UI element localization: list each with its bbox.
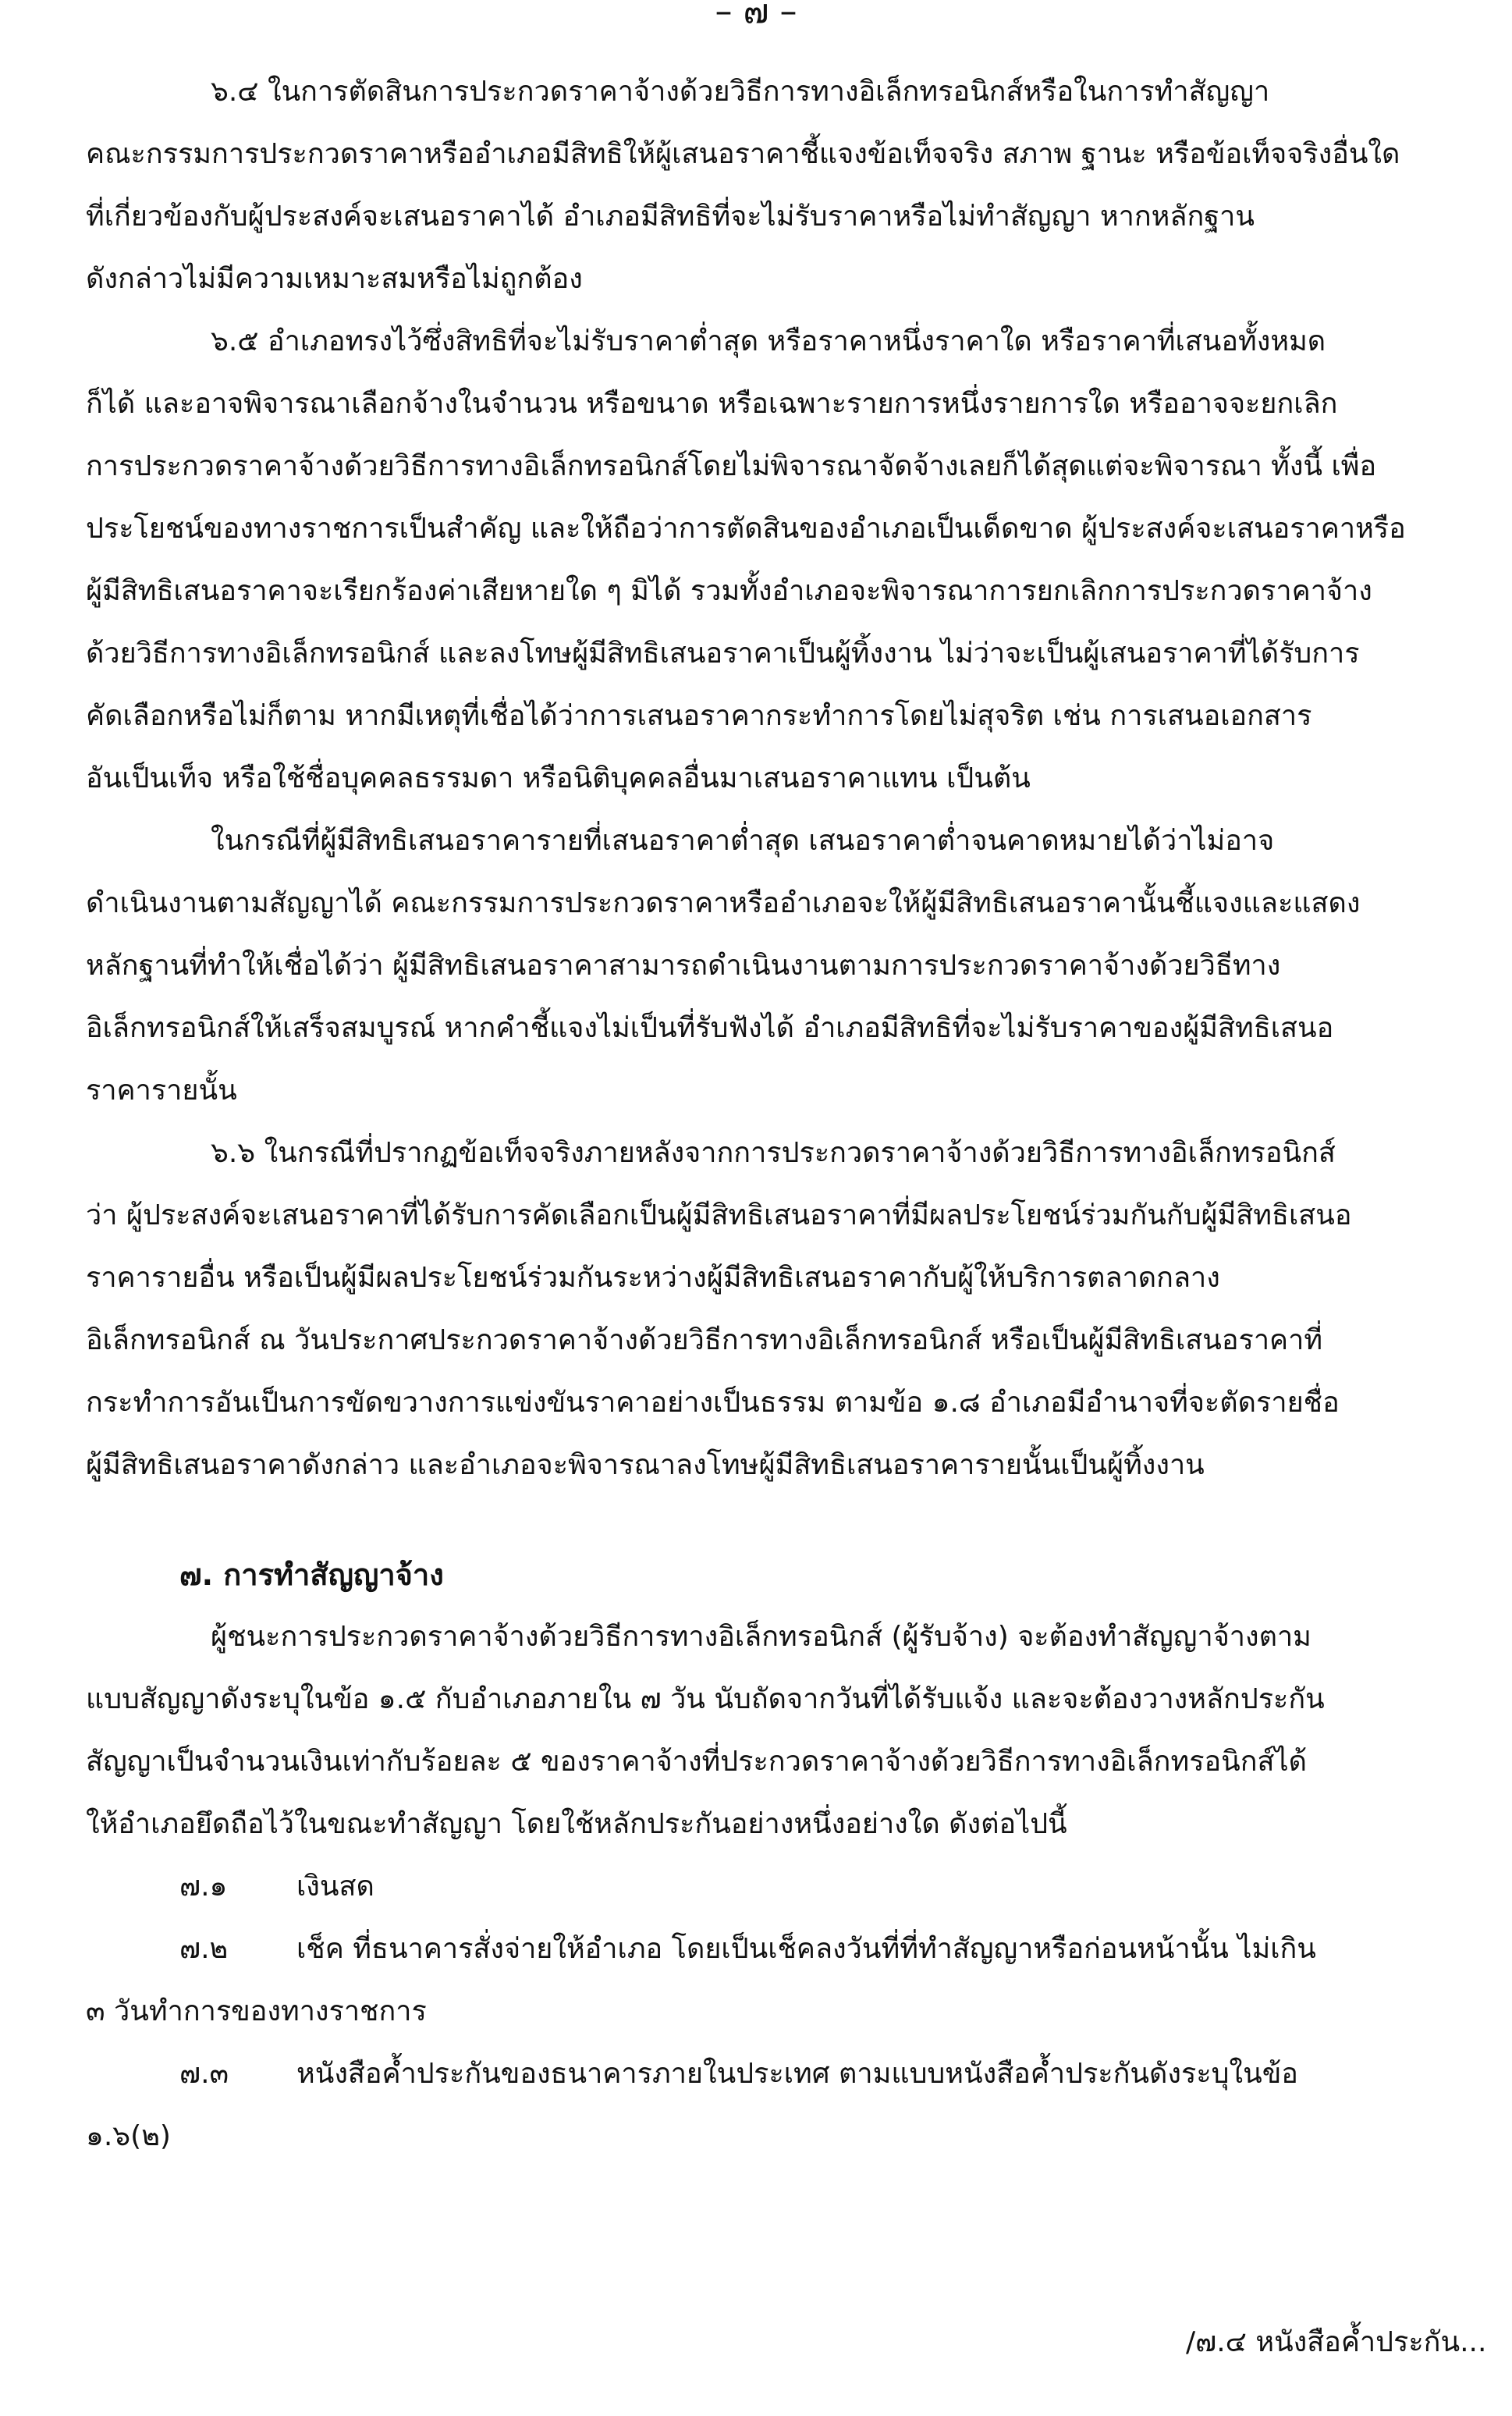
section-6-6-line-5: กระทำการอันเป็นการขัดขวางการแข่งขันราคาอย่างเป็นธรรม ตามข้อ ๑.๘ อำเภอมีอำนาจที่จะตัดรายชื่อ <box>86 1387 1340 1419</box>
section-6-5-line-4: ประโยชน์ของทางราชการเป็นสำคัญ และให้ถือว่าการตัดสินของอำเภอเป็นเด็ดขาด ผู้ประสงค์จะเสนอราคาหรือ <box>86 513 1406 545</box>
section-6-5-para2-line-1: ในกรณีที่ผู้มีสิทธิเสนอราคารายที่เสนอราคาต่ำสุด เสนอราคาต่ำจนคาดหมายได้ว่าไม่อาจ <box>211 825 1275 857</box>
section-6-6-line-3: ราคารายอื่น หรือเป็นผู้มีผลประโยชน์ร่วมกันระหว่างผู้มีสิทธิเสนอราคากับผู้ให้บริการตลาดกลาง <box>86 1262 1220 1294</box>
document-body <box>86 61 1490 2168</box>
section-6-5-line-8: อันเป็นเท็จ หรือใช้ชื่อบุคคลธรรมดา หรือนิติบุคคลอื่นมาเสนอราคาแทน เป็นต้น <box>86 762 1031 794</box>
item-7-3 <box>86 2043 1490 2105</box>
section-6-6-line-2: ว่า ผู้ประสงค์จะเสนอราคาที่ได้รับการคัดเลือกเป็นผู้มีสิทธิเสนอราคาที่มีผลประโยชน์ร่วมกันกับผู้มีสิทธิเสนอ <box>86 1199 1352 1231</box>
section-7-line-4: ให้อำเภอยึดถือไว้ในขณะทำสัญญา โดยใช้หลักประกันอย่างหนึ่งอย่างใด ดังต่อไปนี้ <box>86 1808 1067 1840</box>
section-6-5-line-2: ก็ได้ และอาจพิจารณาเลือกจ้างในจำนวน หรือขนาด หรือเฉพาะรายการหนึ่งรายการใด หรืออาจจะยกเลิก <box>86 388 1338 420</box>
section-6-5-para2-line-5: ราคารายนั้น <box>86 1075 237 1107</box>
continuation-reference: /๗.๔ หนังสือค้ำประกัน... <box>1186 2326 1487 2358</box>
section-6-4-line-4: ดังกล่าวไม่มีความเหมาะสมหรือไม่ถูกต้อง <box>86 263 583 295</box>
item-7-1-text: เงินสด <box>296 1871 374 1903</box>
section-6-5-para2-line-4: อิเล็กทรอนิกส์ให้เสร็จสมบูรณ์ หากคำชี้แจงไม่เป็นที่รับฟังได้ อำเภอมีสิทธิที่จะไม่รับราคาของผู้มีสิทธิเสนอ <box>86 1012 1334 1044</box>
item-7-2-continuation: ๓ วันทำการของทางราชการ <box>86 1995 427 2027</box>
section-6-4-line-1: ๖.๔ ในการตัดสินการประกวดราคาจ้างด้วยวิธีการทางอิเล็กทรอนิกส์หรือในการทำสัญญา <box>211 76 1270 108</box>
section-6-5-line-5: ผู้มีสิทธิเสนอราคาจะเรียกร้องค่าเสียหายใด ๆ มิได้ รวมทั้งอำเภอจะพิจารณาการยกเลิกการประกวดราคาจ้าง <box>86 575 1372 607</box>
item-7-3-number: ๗.๓ <box>179 2058 229 2090</box>
item-7-1-number: ๗.๑ <box>179 1871 228 1903</box>
section-7-line-3: สัญญาเป็นจำนวนเงินเท่ากับร้อยละ ๕ ของราคาจ้างที่ประกวดราคาจ้างด้วยวิธีการทางอิเล็กทรอนิกส์ได้ <box>86 1746 1308 1778</box>
item-7-3-text: หนังสือค้ำประกันของธนาคารภายในประเทศ ตามแบบหนังสือค้ำประกันดังระบุในข้อ <box>296 2058 1298 2090</box>
section-6-5-para2-line-3: หลักฐานที่ทำให้เชื่อได้ว่า ผู้มีสิทธิเสนอราคาสามารถดำเนินงานตามการประกวดราคาจ้างด้วยวิธีทาง <box>86 950 1281 982</box>
item-7-2-text: เช็ค ที่ธนาคารสั่งจ่ายให้อำเภอ โดยเป็นเช็คลงวันที่ที่ทำสัญญาหรือก่อนหน้านั้น ไม่เกิน <box>296 1933 1316 1965</box>
section-6-5-line-7: คัดเลือกหรือไม่ก็ตาม หากมีเหตุที่เชื่อได้ว่าการเสนอราคากระทำการโดยไม่สุจริต เช่น การเสนอเอกสาร <box>86 700 1312 732</box>
section-6-6-line-4: อิเล็กทรอนิกส์ ณ วันประกาศประกวดราคาจ้างด้วยวิธีการทางอิเล็กทรอนิกส์ หรือเป็นผู้มีสิทธิเสนอราคาที่ <box>86 1324 1323 1356</box>
item-7-2-number: ๗.๒ <box>179 1933 229 1965</box>
section-6-5-line-1: ๖.๕ อำเภอทรงไว้ซึ่งสิทธิที่จะไม่รับราคาต่ำสุด หรือราคาหนึ่งราคาใด หรือราคาที่เสนอทั้งหมด <box>211 325 1326 357</box>
section-7-heading: ๗. การทำสัญญาจ้าง <box>179 1558 444 1592</box>
section-6-5-line-3: การประกวดราคาจ้างด้วยวิธีการทางอิเล็กทรอนิกส์โดยไม่พิจารณาจัดจ้างเลยก็ได้สุดแต่จะพิจารณา ทั้งนี้ เพื่อ <box>86 450 1377 482</box>
section-6-6-line-1: ๖.๖ ในกรณีที่ปรากฏข้อเท็จจริงภายหลังจากการประกวดราคาจ้างด้วยวิธีการทางอิเล็กทรอนิกส์ <box>211 1137 1336 1169</box>
item-7-1 <box>86 1856 1490 1918</box>
section-6-4-line-2: คณะกรรมการประกวดราคาหรืออำเภอมีสิทธิให้ผู้เสนอราคาชี้แจงข้อเท็จจริง สภาพ ฐานะ หรือข้อเท็จจริงอื่นใด <box>86 138 1400 170</box>
section-6-6-line-6: ผู้มีสิทธิเสนอราคาดังกล่าว และอำเภอจะพิจารณาลงโทษผู้มีสิทธิเสนอราคารายนั้นเป็นผู้ทิ้งงาน <box>86 1449 1205 1481</box>
page-number: – ๗ – <box>715 0 797 23</box>
section-6-4-line-3: ที่เกี่ยวข้องกับผู้ประสงค์จะเสนอราคาได้ อำเภอมีสิทธิที่จะไม่รับราคาหรือไม่ทำสัญญา หากหลักฐาน <box>86 201 1255 233</box>
section-7-line-2: แบบสัญญาดังระบุในข้อ ๑.๕ กับอำเภอภายใน ๗ วัน นับถัดจากวันที่ได้รับแจ้ง และจะต้องวางหลักประกัน <box>86 1683 1325 1715</box>
item-7-2 <box>86 1918 1490 1981</box>
section-6-5-para2-line-2: ดำเนินงานตามสัญญาได้ คณะกรรมการประกวดราคาหรืออำเภอจะให้ผู้มีสิทธิเสนอราคานั้นชี้แจงและแสดง <box>86 887 1361 919</box>
item-7-3-continuation: ๑.๖(๒) <box>86 2120 171 2152</box>
section-7-line-1: ผู้ชนะการประกวดราคาจ้างด้วยวิธีการทางอิเล็กทรอนิกส์ (ผู้รับจ้าง) จะต้องทำสัญญาจ้างตาม <box>211 1621 1311 1653</box>
section-6-5-line-6: ด้วยวิธีการทางอิเล็กทรอนิกส์ และลงโทษผู้มีสิทธิเสนอราคาเป็นผู้ทิ้งงาน ไม่ว่าจะเป็นผู้เสนอราคาที่ได้รับการ <box>86 638 1360 670</box>
